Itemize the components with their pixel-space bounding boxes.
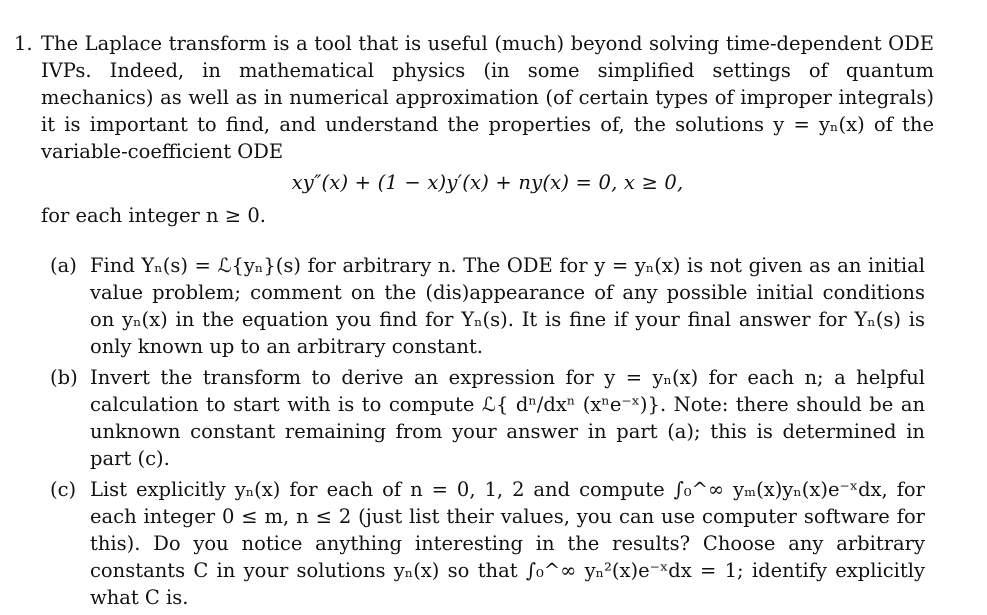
part-c [50,476,925,611]
problem-body [41,30,934,229]
part-text: Invert the transform to derive an expression for y = yₙ(x) for each n; a helpful calculation to start with is to compute ℒ{ dⁿ/dxⁿ (xⁿe⁻ˣ)}. Note: there should be an unknown constant remaining from your answer in part (a); this is determined in part (c). [90,366,925,470]
display-equation: xy″(x) + (1 − x)y′(x) + ny(x) = 0, x ≥ 0, [291,171,684,194]
part-label: (b) [50,366,78,389]
problem-intro: The Laplace transform is a tool that is useful (much) beyond solving time-dependent ODE IVPs. Indeed, in mathematical physics (in some simplified settings of quantum mechanics) as well as in numerical approximation (of certain types of improper integrals) it is important to find, and understand the properties of, the solutions y = yₙ(x) of the variable-coefficient ODE [41,32,934,163]
part-text: List explicitly yₙ(x) for each of n = 0, 1, 2 and compute ∫₀^∞ yₘ(x)yₙ(x)e⁻ˣdx, for each integer 0 ≤ m, n ≤ 2 (just list their values, you can use computer software for this). Do you notice anything interesting in the results? Choose any arbitrary constants C in your solutions yₙ(x) so that ∫₀^∞ yₙ²(x)e⁻ˣdx = 1; identify explicitly what C is. [90,478,925,609]
part-b [50,364,925,472]
part-label: (a) [50,254,77,277]
part-text: Find Yₙ(s) = ℒ{yₙ}(s) for arbitrary n. The ODE for y = yₙ(x) is not given as an initial value problem; comment on the (dis)appearance of any possible initial conditions on yₙ(x) in the equation you find for Yₙ(s). It is fine if your final answer for Yₙ(s) is only known up to an arbitrary constant. [90,254,925,358]
problem-number: 1. [14,32,33,55]
problem-after-equation: for each integer n ≥ 0. [41,204,266,227]
part-label: (c) [50,478,77,501]
problem-1 [14,30,934,229]
part-a [50,252,925,360]
problem-parts [50,252,925,615]
